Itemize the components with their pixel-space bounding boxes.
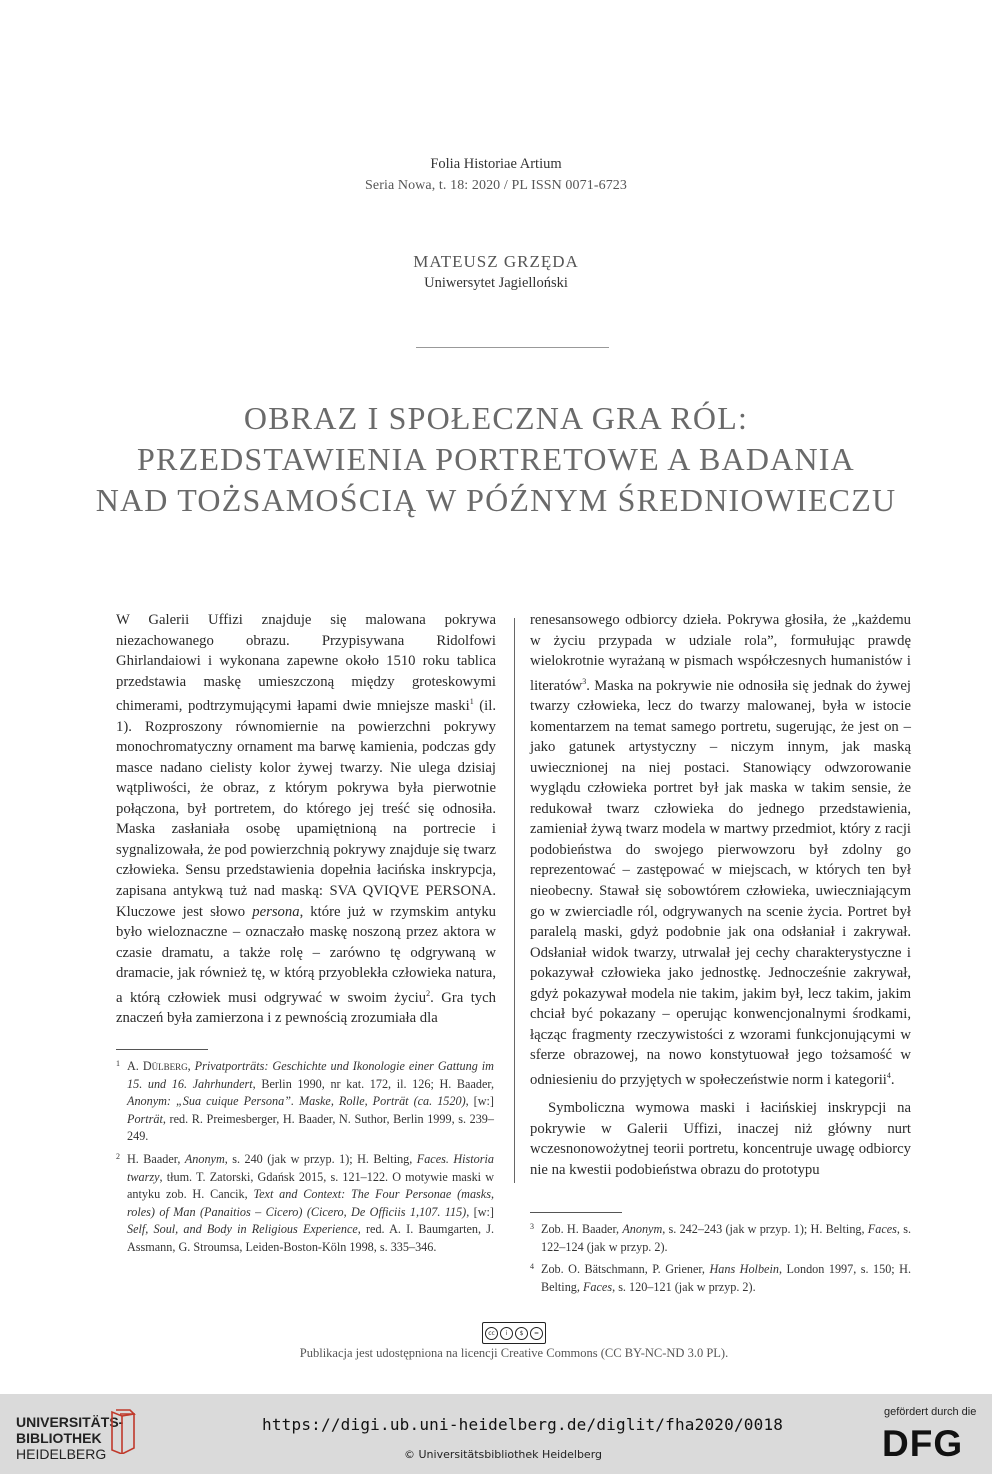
body-paragraph: Symboliczna wymowa maski i łacińskiej inskrypcji na pokrywie w Galerii Uffizi, inaczej niż główny nurt wczesnonowożytnej teorii portretu, koncentruje uwagę odbiorcy nie na kwestii podobieństwa obrazu do prototypu bbox=[530, 1100, 911, 1178]
footnote-ref[interactable]: 4 bbox=[886, 1070, 891, 1080]
body-column-left bbox=[116, 610, 496, 1029]
text-run: Zob. H. Baader, bbox=[541, 1222, 623, 1236]
text-run: , red. R. Preimesberger, H. Baader, N. Suthor, Berlin 1999, s. 239–249. bbox=[127, 1111, 494, 1144]
body-paragraph bbox=[116, 610, 496, 1029]
emphasis: Hans Holbein bbox=[709, 1262, 779, 1277]
footnotes-right bbox=[530, 1221, 911, 1301]
journal-series: Seria Nowa, t. 18: 2020 / PL ISSN 0071-6723 bbox=[365, 178, 627, 193]
dfg-logo[interactable]: DFG bbox=[882, 1423, 964, 1464]
text-run: , [w:] bbox=[465, 1094, 494, 1109]
emphasis: Text and Context: The Four Personae (masks, roles) of Man (Panaitios – Cicero) (Cicero, De Officiis 1,107. 115) bbox=[127, 1187, 494, 1219]
author-name: MATEUSZ GRZĘDA bbox=[413, 252, 579, 271]
footnote-ref[interactable]: 1 bbox=[469, 697, 474, 707]
emphasis: Anonym: „Sua cuique Persona”. Maske, Rolle, Porträt (ca. 1520) bbox=[127, 1094, 466, 1109]
emphasis: persona bbox=[252, 903, 300, 920]
journal-title: Folia Historiae Artium bbox=[430, 156, 562, 172]
library-name-line-1: UNIVERSITÄTS- bbox=[16, 1414, 124, 1430]
text-run: , s. 120–121 (jak w przyp. 2). bbox=[612, 1279, 756, 1294]
emphasis: Anonym bbox=[622, 1222, 663, 1236]
text-run: , s. 242–243 (jak w przyp. 1); H. Belting, bbox=[662, 1222, 868, 1236]
footnote-2 bbox=[116, 1151, 494, 1257]
text-run: , s. 122–124 (jak w przyp. 2). bbox=[541, 1222, 911, 1254]
creative-commons-badge[interactable] bbox=[482, 1322, 546, 1344]
author-affiliation: Uniwersytet Jagielloński bbox=[424, 275, 568, 291]
footnote-rule-left bbox=[116, 1049, 208, 1050]
footnote-ref[interactable]: 3 bbox=[582, 676, 587, 686]
article-title-line-2: PRZEDSTAWIENIA PORTRETOWE A BADANIA bbox=[137, 441, 855, 477]
emphasis: Faces bbox=[582, 1279, 613, 1294]
text-run: , Berlin 1990, nr kat. 172, il. 126; H. Baader, bbox=[252, 1076, 494, 1091]
library-name-line-3: HEIDELBERG bbox=[16, 1446, 107, 1462]
footnotes-left bbox=[116, 1058, 494, 1262]
by-icon: i bbox=[500, 1327, 513, 1340]
text-run: W Galerii Uffizi znajduje się malowana pokrywa niezachowanego obrazu. Przypisywana Ridolfowi Ghirlandaiowi i wykonana zapewne około 1510 roku tablica przedstawia maskę umieszczoną między groteskowymi chimerami, podtrzymującymi łapami dwie mniejsze maski bbox=[116, 612, 496, 715]
footnote-3 bbox=[530, 1221, 911, 1256]
emphasis: Faces. Historia twarzy bbox=[127, 1151, 494, 1184]
library-logo-text[interactable] bbox=[16, 1414, 123, 1462]
text-run: H. Baader, bbox=[127, 1151, 185, 1166]
footnote-number: 2 bbox=[116, 1151, 120, 1161]
text-run: Zob. O. Bätschmann, P. Griener, bbox=[541, 1262, 710, 1277]
text-run: , [w:] bbox=[466, 1204, 494, 1219]
cc-icon: cc bbox=[485, 1327, 498, 1340]
body-paragraph bbox=[530, 610, 911, 1090]
footnote-number: 4 bbox=[530, 1262, 534, 1272]
emphasis: Faces bbox=[867, 1222, 897, 1236]
text-run: renesansowego odbiorcy dzieła. Pokrywa głosiła, że „każdemu w życiu przypada w udziale rola”, formułując prawdę wielokrotnie wyrażaną w pismach współczesnych humanistów i literatów bbox=[530, 612, 911, 694]
article-title-line-1: OBRAZ I SPOŁECZNA GRA RÓL: bbox=[243, 400, 749, 436]
title-separator bbox=[416, 347, 609, 348]
footnote-4 bbox=[530, 1261, 911, 1296]
column-divider bbox=[514, 618, 515, 1183]
footnote-ref[interactable]: 2 bbox=[426, 988, 431, 998]
text-run: , London 1997, s. 150; H. Belting, bbox=[541, 1262, 912, 1294]
library-name-line-2: BIBLIOTHEK bbox=[16, 1430, 102, 1446]
copyright-notice: © Universitätsbibliothek Heidelberg bbox=[404, 1448, 603, 1461]
footnote-1 bbox=[116, 1058, 494, 1146]
footnote-number: 3 bbox=[530, 1222, 534, 1231]
emphasis: Privatporträts: Geschichte und Ikonologie einer Gattung im 15. und 16. Jahrhundert bbox=[127, 1059, 494, 1091]
text-run: A. Dülberg, bbox=[127, 1059, 195, 1073]
author-block bbox=[0, 252, 992, 292]
text-run: . Gra tych znaczeń była zamierzona i z pewnością zrozumiała dla bbox=[116, 989, 496, 1027]
text-run: . bbox=[890, 1071, 895, 1088]
footnote-rule-right bbox=[530, 1212, 622, 1213]
library-logo-icon bbox=[110, 1408, 136, 1454]
emphasis: Porträt bbox=[127, 1111, 163, 1126]
emphasis: Self, Soul, and Body in Religious Experience bbox=[127, 1222, 358, 1237]
nc-icon: $ bbox=[515, 1327, 528, 1340]
text-run: , które już w rzymskim antyku było wieloznaczne – oznaczało maskę noszoną przez aktora w czasie dramatu, a także rolę – zarówno tę odgrywaną w dramacie, jak również tę, w którą przyoblekła człowieka natura, a którą człowiek musi odgrywać w swoim życiu bbox=[116, 903, 497, 1006]
article-title-line-3: NAD TOŻSAMOŚCIĄ W PÓŹNYM ŚREDNIOWIECZU bbox=[95, 482, 897, 518]
emphasis: Anonym bbox=[184, 1151, 225, 1166]
text-run: , tłum. T. Zatorski, Gdańsk 2015, s. 121–122. O motywie maski w antyku zob. H. Cancik, bbox=[127, 1169, 494, 1202]
article-title bbox=[0, 398, 992, 521]
nd-icon: = bbox=[530, 1327, 543, 1340]
text-run: , red. A. I. Baumgarten, J. Assmann, G. Stroumsa, Leiden-Boston-Köln 1998, s. 335–346. bbox=[127, 1222, 494, 1254]
viewer-footer bbox=[0, 1394, 992, 1474]
journal-header bbox=[0, 156, 992, 194]
text-run: (il. 1). Rozproszony równomiernie na powierzchni pokrywy monochromatyczny ornament ma barwę kamienia, podczas gdy masce nadano cielisty kolor żywej twarzy. Nie ulega dzisiaj wątpliwości, że obraz, z którym pokrywa była pierwotnie połączona, był portretem, do którego jej treść się odnosiła. Maska zasłaniała osobę upamiętnioną na portrecie i sygnalizowała, że pod powierzchnią pokrywy znajduje się twarz człowieka. Sensu przedstawienia dopełnia łacińska inskrypcja, zapisana antykwą tuż nad maską: SVA QVIQVE PERSONA. Kluczowe jest słowo bbox=[116, 698, 496, 920]
text-run: . Maska na pokrywie nie odnosiła się jednak do żywej twarzy człowieka, lecz do twarzy malowanej, była w istocie komentarzem na temat samego portretu, sugerując, że jest on – jako gatunek artystyczny – niczym innym, jak maską uwiecznionej na niej postaci. Stanowiący odwzorowanie wyglądu człowieka portret był jak maska w takim sensie, że redukował twarz człowieka do jednego przedstawienia, zamieniał żywą twarz modela w martwy przedmiot, który z racji podobieństwa do swojego pierwowzoru był zdolny go reprezentować – zastępować w miejscach, w których ten był nieobecny. Stawał się sobowtórem człowieka, uwieczniającym go w zwierciadle ról, odgrywanych na scenie życia. Portret był paralelą maski, gdyż podobnie jak ona odsłaniał i zakrywał. Odsłaniał widok twarzy, utrwalał jej cechy charakterystyczne i pokazywał człowieka jako jednostkę. Jednocześnie zakrywał, gdyż pokazywał modela nie takim, jakim był, lecz takim, jakim chciał być pokazany – operując konwencjonalnymi środkami, łącząc fragmenty rzeczywistości z wzorami funkcjonującymi w sferze obrazowej, na nowo konstytuował jego tożsamość w odniesieniu do przyjętych w społeczeństwie norm i kategorii bbox=[530, 677, 911, 1088]
footnote-number: 1 bbox=[116, 1059, 120, 1068]
license-text: Publikacja jest udostępniona na licencji Creative Commons (CC BY-NC-ND 3.0 PL). bbox=[299, 1346, 729, 1360]
text-run: , s. 240 (jak w przyp. 1); H. Belting, bbox=[224, 1151, 417, 1166]
document-url[interactable]: https://digi.ub.uni-heidelberg.de/diglit/fha2020/0018 bbox=[262, 1415, 784, 1434]
body-column-right bbox=[530, 610, 911, 1181]
funding-label: gefördert durch die bbox=[884, 1406, 977, 1418]
